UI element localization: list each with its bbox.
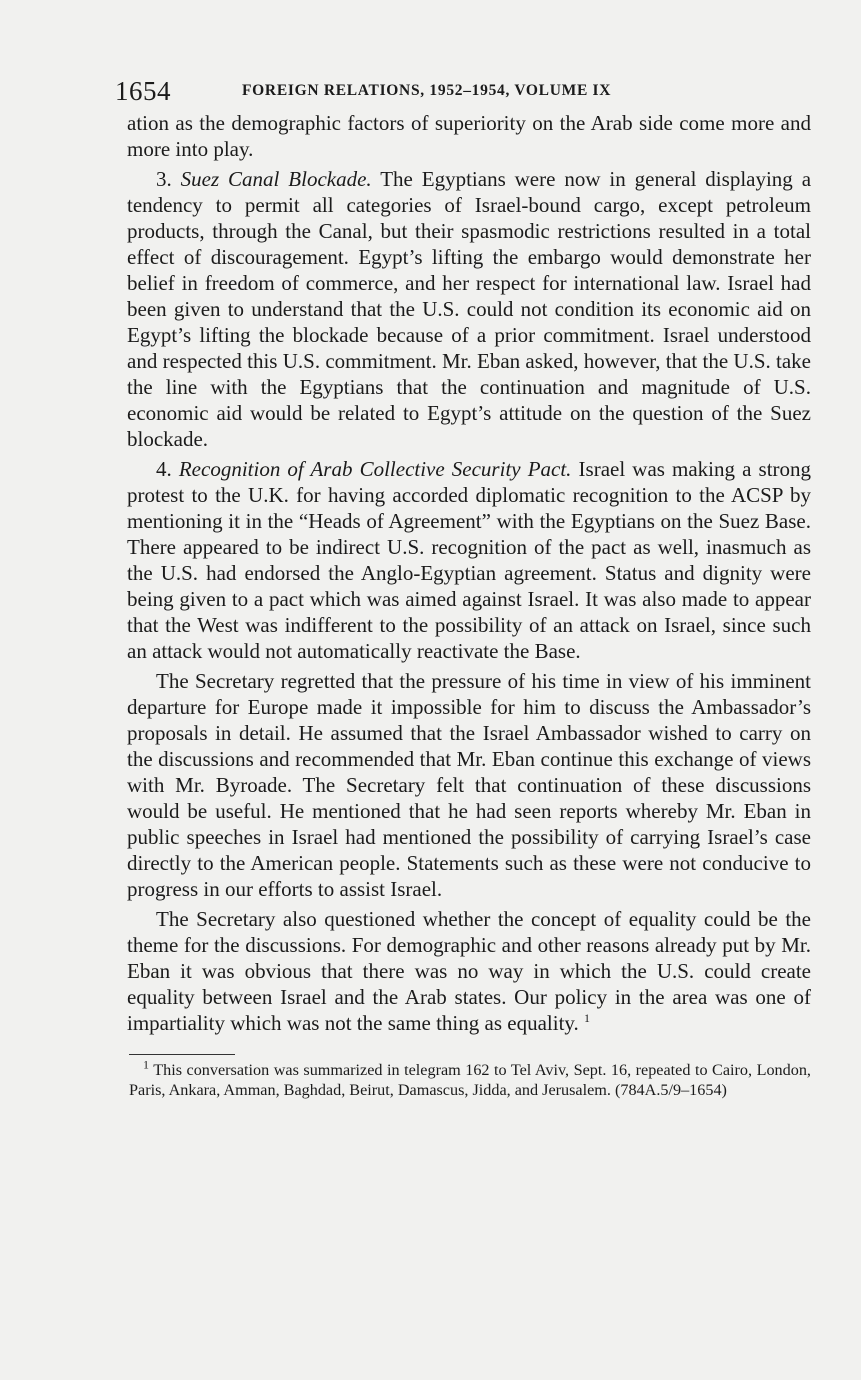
paragraph-secretary-regretted: The Secretary regretted that the pressure of his time in view of his imminent departure for Europe made it impossible for him to discuss the Ambassador’s proposals in detail. He assumed that the Israel Ambassador wished to carry on the discussions and recommended that Mr. Eban continue this exchange of views with Mr. Byroade. The Secretary felt that continuation of these discussions would be useful. He mentioned that he had seen reports whereby Mr. Eban in public speeches in Israel had mentioned the possibility of carrying Israel’s case directly to the American people. Statements such as these were not conducive to progress in our efforts to assist Israel. — [127, 669, 811, 901]
footnote-reference: 1 — [584, 1011, 591, 1025]
paragraph-secretary-equality — [127, 906, 811, 1036]
footnote — [129, 1057, 811, 1100]
paragraph-arab-security-pact — [127, 456, 811, 664]
item-number: 3. — [156, 167, 172, 191]
footnote-text: This conversation was summarized in telegram 162 to Tel Aviv, Sept. 16, repeated to Cairo, London, Paris, Ankara, Amman, Baghdad, Beirut, Damascus, Jidda, and Jerusalem. (784A.5/9–1654) — [129, 1061, 811, 1099]
paragraph-text: The Egyptians were now in general displaying a tendency to permit all categories of Israel-bound cargo, except petroleum products, through the Canal, but their spasmodic restrictions resulted in a total effect of discouragement. Egypt’s lifting the embargo would demonstrate her belief in freedom of commerce, and her respect for international law. Israel had been given to understand that the U.S. could not condition its economic aid on Egypt’s lifting the blockade because of a prior commitment. Israel understood and respected this U.S. commitment. Mr. Eban asked, however, that the U.S. take the line with the Egyptians that the continuation and magnitude of U.S. economic aid would be related to Egypt’s attitude on the question of the Suez blockade. — [127, 167, 812, 451]
section-heading-suez: Suez Canal Blockade. — [180, 167, 372, 191]
footnote-divider — [129, 1054, 235, 1055]
item-number: 4. — [156, 457, 172, 481]
paragraph-text: Israel was making a strong protest to the U.K. for having accorded diplomatic recognition to the ACSP by mentioning it in the “Heads of Agreement” with the Egyptians on the Suez Base. There appeared to be indirect U.S. recognition of the pact as well, inasmuch as the U.S. had endorsed the Anglo-Egyptian agreement. Status and dignity were being given to a pact which was aimed against Israel. It was also made to appear that the West was indifferent to the possibility of an attack on Israel, since such an attack would not automatically reactivate the Base. — [127, 457, 812, 663]
running-head — [115, 74, 811, 110]
section-heading-acsp: Recognition of Arab Collective Security Pact. — [178, 457, 572, 481]
page-number: 1654 — [115, 76, 171, 106]
volume-title: FOREIGN RELATIONS, 1952–1954, VOLUME IX — [242, 82, 612, 99]
footnote-marker: 1 — [143, 1057, 149, 1072]
paragraph-continuation: ation as the demographic factors of superiority on the Arab side come more and more into play. — [127, 111, 811, 161]
body-text — [115, 110, 811, 1036]
document-page — [115, 74, 811, 1100]
paragraph-text: The Secretary also questioned whether the concept of equality could be the theme for the discussions. For demographic and other reasons already put by Mr. Eban it was obvious that there was no way in which the U.S. could create equality between Israel and the Arab states. Our policy in the area was one of impartiality which was not the same thing as equality. — [127, 907, 811, 1035]
paragraph-suez-canal-blockade — [127, 166, 811, 452]
